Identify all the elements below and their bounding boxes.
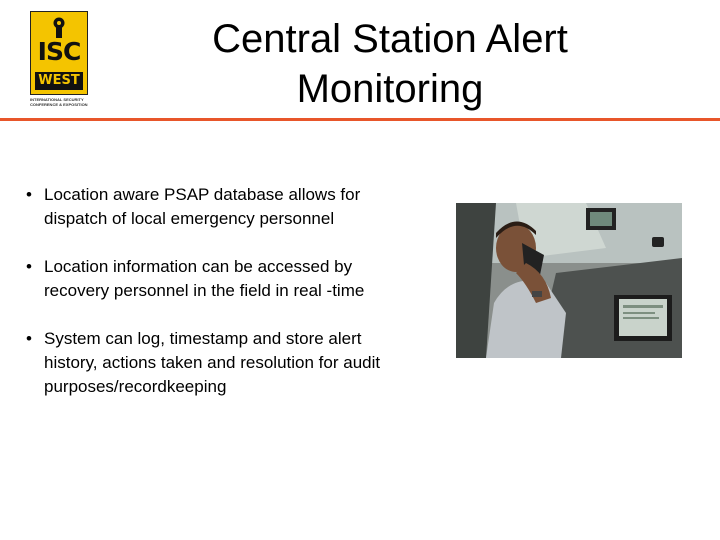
bullet-marker: • [26, 329, 32, 348]
isc-west-logo [30, 11, 88, 109]
bullet-text: System can log, timestamp and store alert history, actions taken and resolution for audit purposes/recordkeeping [44, 329, 381, 396]
keyhole-icon [51, 17, 67, 39]
bullet-text: Location aware PSAP database allows for dispatch of local emergency personnel [44, 185, 361, 228]
bullet-marker: • [26, 185, 32, 204]
slide-title: Central Station Alert Monitoring [212, 17, 568, 111]
bullet-item [24, 327, 409, 399]
logo-badge [30, 11, 88, 95]
bullet-item [24, 255, 409, 303]
title-divider [0, 118, 720, 121]
logo-west-text: WEST [35, 72, 83, 90]
logo-isc-text: ISC [37, 37, 81, 66]
logo-tagline: INTERNATIONAL SECURITY CONFERENCE & EXPOSITION [30, 97, 88, 107]
bullet-item [24, 183, 409, 231]
bullet-list [24, 183, 409, 423]
bullet-marker: • [26, 257, 32, 276]
officer-in-car-photo [456, 203, 682, 358]
bullet-text: Location information can be accessed by recovery personnel in the field in real -time [44, 257, 365, 300]
